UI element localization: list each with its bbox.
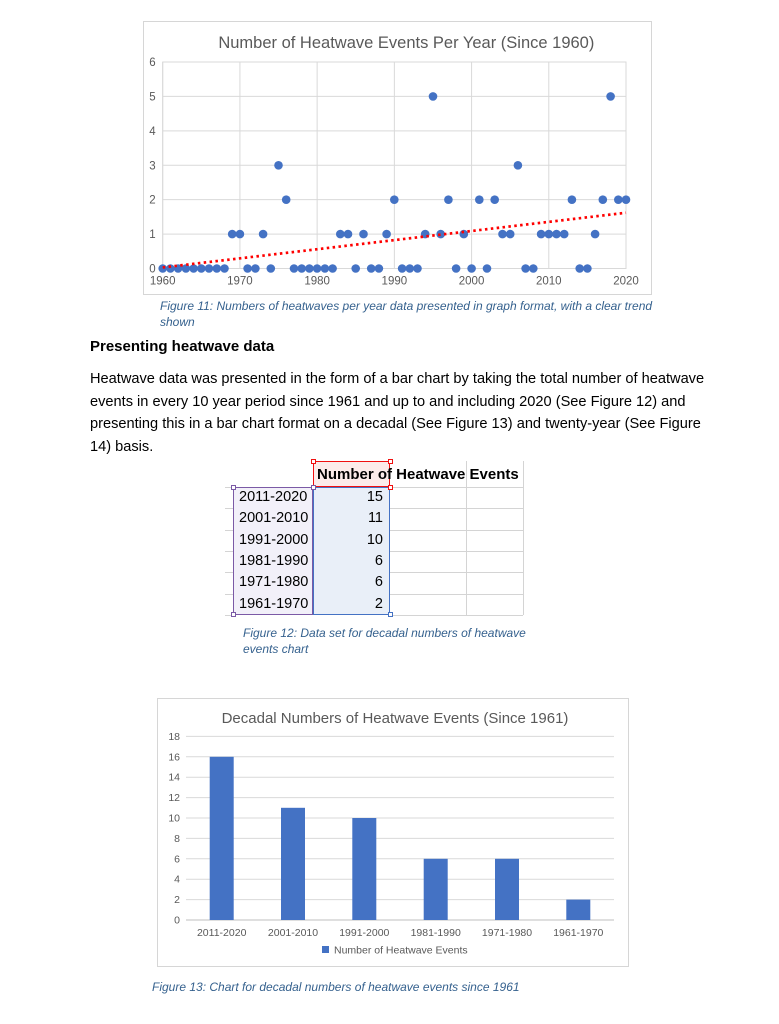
table-row-period: 1991-2000: [239, 531, 309, 548]
scatter-point: [429, 92, 438, 101]
svg-text:1990: 1990: [381, 275, 408, 288]
figure12-caption: Figure 12: Data set for decadal numbers of heatwave events chart: [243, 626, 526, 656]
scatter-point: [390, 195, 399, 204]
svg-text:3: 3: [149, 160, 156, 173]
svg-text:6: 6: [149, 57, 156, 69]
svg-text:16: 16: [168, 751, 180, 764]
scatter-point: [282, 195, 291, 204]
scatter-point: [290, 264, 299, 273]
section-heading: Presenting heatwave data: [90, 338, 275, 355]
scatter-point: [236, 230, 245, 239]
table-gridline: [390, 551, 523, 552]
svg-text:6: 6: [174, 853, 180, 866]
scatter-point: [506, 230, 515, 239]
svg-text:2: 2: [174, 894, 180, 907]
svg-text:1960: 1960: [149, 275, 176, 288]
body-paragraph: Heatwave data was presented in the form of a bar chart by taking the total number of heatwave events in every 10 year period since 1961 and up to and including 2020 (See Figure 12) and presenting this in a bar chart format on a decadal (See Figure 13) and twenty-year (See Figure 14) basis.: [90, 371, 705, 455]
scatter-point: [606, 92, 615, 101]
table-gridline: [225, 508, 233, 509]
scatter-chart-figure: [143, 21, 652, 295]
bar: [566, 900, 590, 920]
bar-chart-figure: [157, 698, 629, 967]
scatter-point: [529, 264, 538, 273]
svg-text:0: 0: [174, 914, 180, 927]
scatter-point: [490, 195, 499, 204]
table-gridline: [390, 594, 523, 595]
table-gridline: [523, 461, 524, 615]
figure11-caption: Figure 11: Numbers of heatwaves per year data presented in graph format, with a clear trend shown: [160, 299, 653, 329]
scatter-point: [568, 195, 577, 204]
bar-x-axis-labels: [197, 927, 604, 939]
chart-legend: [322, 945, 468, 957]
svg-text:2020: 2020: [613, 275, 639, 288]
svg-text:1980: 1980: [304, 275, 330, 288]
scatter-point: [367, 264, 376, 273]
scatter-point: [382, 230, 391, 239]
scatter-point: [545, 230, 554, 239]
scatter-point: [575, 264, 584, 273]
table-header-text: Number of Heatwave Events: [317, 466, 519, 483]
scatter-point: [591, 230, 600, 239]
table-row-period: 1971-1980: [239, 574, 309, 591]
scatter-point: [251, 264, 260, 273]
scatter-point: [537, 230, 546, 239]
table-gridline: [225, 594, 233, 595]
scatter-point: [297, 264, 306, 273]
scatter-plot-svg: [144, 22, 651, 294]
scatter-point: [328, 264, 337, 273]
scatter-point: [413, 264, 422, 273]
bar: [424, 859, 448, 920]
table-row-value: 10: [366, 531, 383, 548]
table-row-period: 1981-1990: [239, 552, 309, 569]
svg-text:4: 4: [149, 125, 156, 138]
scatter-point: [498, 230, 507, 239]
scatter-point: [259, 230, 268, 239]
table-gridline: [390, 508, 523, 509]
bar: [495, 859, 519, 920]
scatter-point: [552, 230, 561, 239]
scatter-point: [205, 264, 214, 273]
svg-text:1991-2000: 1991-2000: [339, 927, 390, 939]
table-gridline: [225, 572, 233, 573]
decadal-data-table: [225, 461, 525, 617]
scatter-point: [583, 264, 592, 273]
svg-text:4: 4: [174, 873, 180, 886]
bar: [352, 818, 376, 920]
selection-handle: [388, 612, 393, 617]
scatter-point: [243, 264, 252, 273]
svg-text:0: 0: [149, 263, 156, 276]
svg-text:2000: 2000: [458, 275, 485, 288]
bar-gridlines: [186, 736, 614, 920]
svg-text:2: 2: [149, 194, 156, 207]
svg-text:18: 18: [168, 730, 180, 743]
scatter-point: [344, 230, 353, 239]
scatter-point: [336, 230, 345, 239]
bar: [281, 808, 305, 920]
scatter-point: [560, 230, 569, 239]
table-gridline: [390, 572, 523, 573]
scatter-point: [514, 161, 523, 170]
scatter-point: [599, 195, 608, 204]
scatter-point: [220, 264, 229, 273]
table-gridline: [390, 487, 523, 488]
svg-text:1970: 1970: [227, 275, 253, 288]
scatter-point: [228, 230, 237, 239]
scatter-point: [444, 195, 453, 204]
scatter-point: [406, 264, 415, 273]
scatter-point: [274, 161, 283, 170]
scatter-point: [483, 264, 492, 273]
table-row-value: 2: [374, 595, 383, 612]
scatter-point: [351, 264, 360, 273]
svg-text:12: 12: [168, 792, 180, 805]
scatter-point: [189, 264, 198, 273]
table-row-value: 6: [374, 574, 383, 591]
svg-text:1: 1: [149, 229, 156, 242]
scatter-chart-title: Number of Heatwave Events Per Year (Since 1960): [218, 34, 595, 52]
scatter-point: [452, 264, 461, 273]
scatter-point: [375, 264, 384, 273]
table-gridline: [225, 530, 233, 531]
svg-text:2001-2010: 2001-2010: [267, 927, 319, 939]
bar-chart-title: Decadal Numbers of Heatwave Events (Since 1961): [221, 710, 569, 727]
bar-chart-svg: [158, 699, 628, 966]
table-row-period: 2001-2010: [239, 510, 309, 527]
scatter-point: [182, 264, 191, 273]
table-gridline: [225, 551, 233, 552]
selection-handle: [388, 459, 393, 464]
scatter-point: [475, 195, 484, 204]
scatter-point: [158, 264, 167, 273]
selection-handle: [388, 485, 393, 490]
table-row-period: 1961-1970: [239, 595, 309, 612]
table-gridline: [390, 615, 523, 616]
scatter-point: [614, 195, 623, 204]
svg-text:2010: 2010: [535, 275, 562, 288]
selection-handle: [311, 459, 316, 464]
table-row-value: 6: [374, 552, 383, 569]
scatter-y-axis-labels: [149, 57, 156, 276]
svg-text:1961-1970: 1961-1970: [553, 927, 604, 939]
svg-text:10: 10: [168, 812, 180, 825]
svg-text:1981-1990: 1981-1990: [410, 927, 461, 939]
scatter-point: [321, 264, 330, 273]
svg-text:8: 8: [174, 832, 180, 845]
legend-label: Number of Heatwave Events: [334, 944, 468, 957]
table-gridline: [390, 530, 523, 531]
bar-y-axis-labels: [168, 731, 180, 927]
scatter-point: [359, 230, 368, 239]
table-row-period: 2011-2020: [239, 489, 308, 505]
scatter-point: [521, 264, 530, 273]
svg-text:2011-2020: 2011-2020: [196, 927, 247, 939]
table-row-value: 15: [366, 489, 383, 505]
scatter-point: [436, 230, 445, 239]
scatter-point: [398, 264, 407, 273]
scatter-x-axis-labels: [150, 276, 639, 288]
selection-handle: [311, 485, 316, 490]
scatter-point: [197, 264, 206, 273]
bar: [210, 757, 234, 920]
selection-handle: [231, 612, 236, 617]
scatter-point: [305, 264, 314, 273]
scatter-point: [622, 195, 631, 204]
scatter-point: [467, 264, 476, 273]
table-row-value: 11: [367, 510, 383, 527]
svg-text:5: 5: [149, 91, 156, 104]
figure13-caption: Figure 13: Chart for decadal numbers of heatwave events since 1961: [152, 980, 520, 994]
selection-handle: [231, 485, 236, 490]
scatter-point: [213, 264, 222, 273]
legend-swatch-icon: [322, 946, 329, 953]
scatter-point: [313, 264, 322, 273]
svg-text:1971-1980: 1971-1980: [481, 927, 533, 939]
scatter-point: [267, 264, 276, 273]
svg-text:14: 14: [168, 771, 180, 784]
